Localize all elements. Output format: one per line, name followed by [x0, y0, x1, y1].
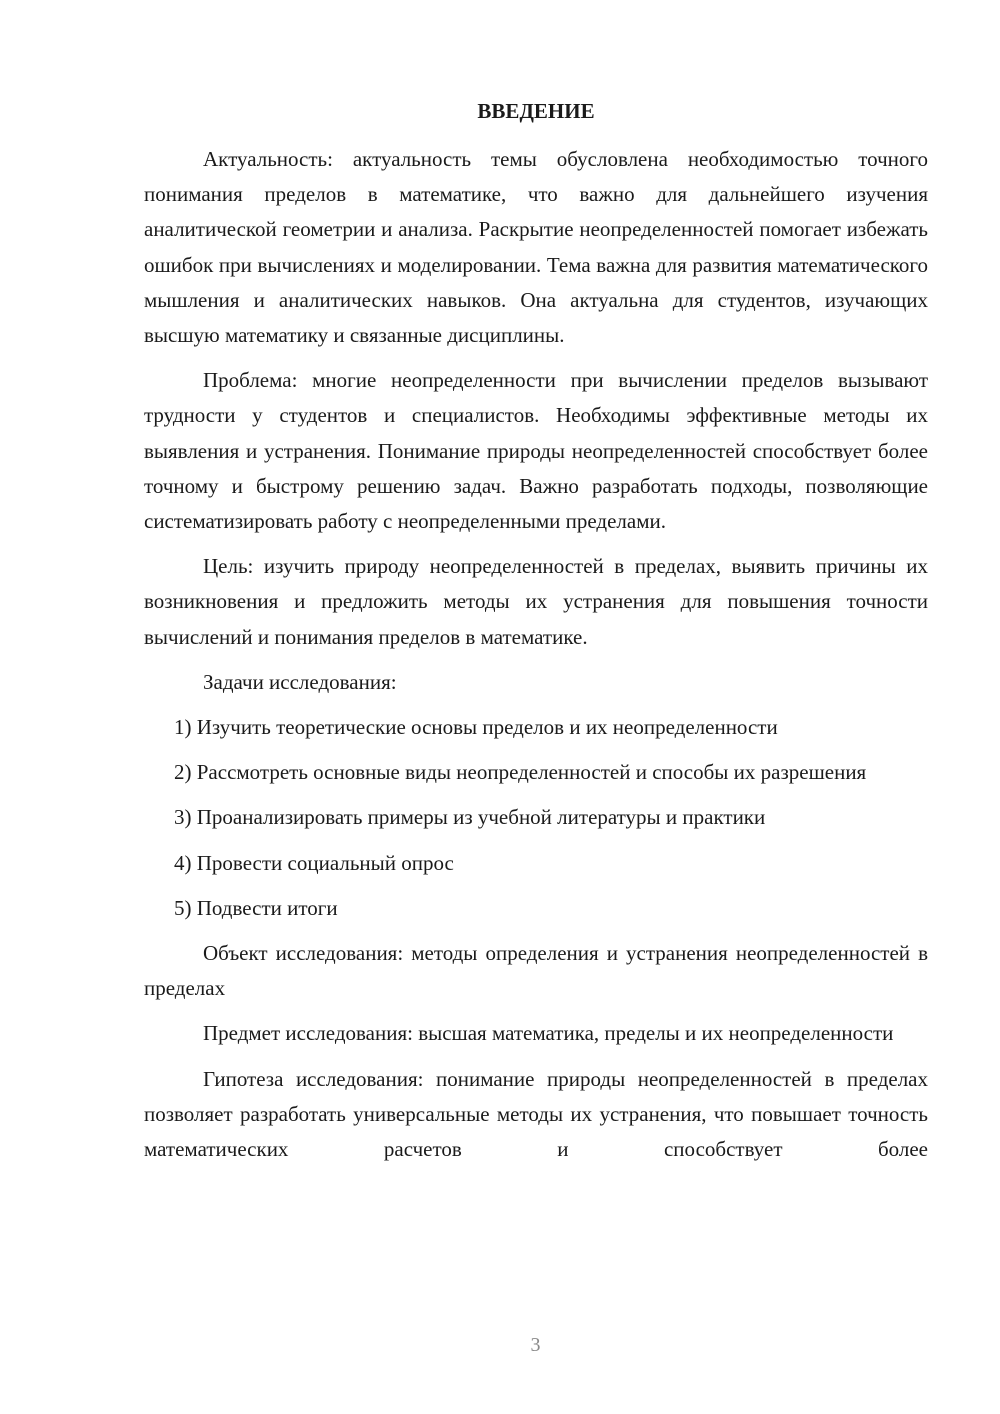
task-item-2: 2) Рассмотреть основные виды неопределенностей и способы их разрешения [174, 760, 867, 785]
task-item-1: 1) Изучить теоретические основы пределов и их неопределенности [174, 715, 778, 740]
page-title: ВВЕДЕНИЕ [477, 99, 595, 123]
problem-paragraph: Проблема: многие неопределенности при вычислении пределов вызывают трудности у студентов и специалистов. Необходимы эффективные методы их выявления и устранения. Понимание природы неопределенностей способствует более точному и быстрому решению задач. Важно разработать подходы, позволяющие систематизировать работу с неопределенными пределами. [144, 368, 928, 534]
document-page [144, 94, 928, 1167]
tasks-heading: Задачи исследования: [203, 669, 397, 694]
page-number: 3 [530, 1334, 541, 1356]
task-item-4: 4) Провести социальный опрос [174, 850, 454, 875]
relevance-paragraph: Актуальность: актуальность темы обусловлена необходимостью точного понимания пределов в математике, что важно для дальнейшего изучения аналитической геометрии и анализа. Раскрытие неопределенностей помогает избежать ошибок при вычислениях и моделировании. Тема важна для развития математического мышления и аналитических навыков. Она актуальна для студентов, изучающих высшую математику и связанные дисциплины. [144, 147, 928, 348]
subject-paragraph: Предмет исследования: высшая математика, пределы и их неопределенности [203, 1021, 894, 1046]
hypothesis-paragraph: Гипотеза исследования: понимание природы неопределенностей в пределах позволяет разработать универсальные методы их устранения, что повышает точность математических расчетов и способствует более [144, 1066, 928, 1162]
task-item-3: 3) Проанализировать примеры из учебной литературы и практики [174, 805, 766, 830]
object-paragraph: Объект исследования: методы определения и устранения неопределенностей в пределах [144, 941, 928, 1001]
task-item-5: 5) Подвести итоги [174, 895, 338, 920]
goal-paragraph: Цель: изучить природу неопределенностей в пределах, выявить причины их возникновения и предложить методы их устранения для повышения точности вычислений и понимания пределов в математике. [144, 554, 928, 649]
